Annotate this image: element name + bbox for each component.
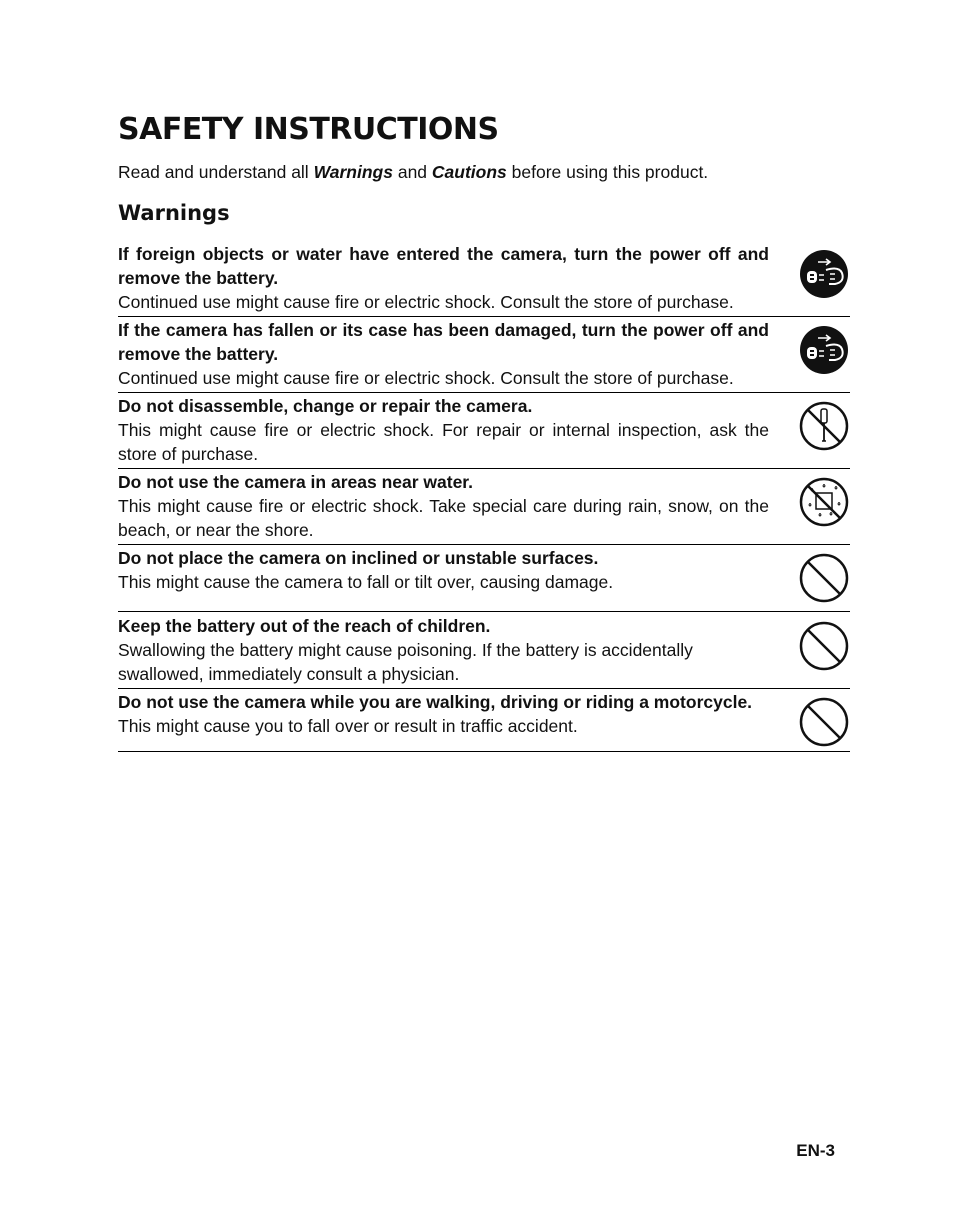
- warning-heading: Do not disassemble, change or repair the camera.: [118, 396, 533, 416]
- warning-body: This might cause the camera to fall or tilt over, causing damage.: [118, 572, 614, 592]
- warning-body: This might cause fire or electric shock. For repair or internal inspection, ask the store of purchase.: [118, 420, 769, 464]
- warning-body: This might cause fire or electric shock. Take special care during rain, snow, on the beach, or near the shore.: [118, 496, 769, 540]
- page-number: EN-3: [796, 1141, 835, 1160]
- warning-item: [118, 689, 850, 752]
- intro-before: Read and understand all: [118, 162, 314, 182]
- warning-heading: If foreign objects or water have entered the camera, turn the power off and remove the battery.: [118, 244, 769, 288]
- warning-body: Swallowing the battery might cause poisoning. If the battery is accidentally swallowed, immediately consult a physician.: [118, 640, 693, 684]
- unplug-icon: [769, 318, 850, 390]
- warnings-list: [118, 242, 850, 752]
- intro-text: [118, 162, 708, 183]
- warning-heading: If the camera has fallen or its case has been damaged, turn the power off and remove the battery.: [118, 320, 769, 364]
- intro-after: before using this product.: [506, 162, 709, 182]
- warning-item: [118, 612, 850, 689]
- warning-item: [118, 317, 850, 393]
- no-water-icon: [769, 470, 850, 542]
- warning-body: Continued use might cause fire or electric shock. Consult the store of purchase.: [118, 368, 734, 388]
- unplug-icon: [769, 242, 850, 314]
- no-disassembly-icon: [769, 394, 850, 466]
- warning-item: [118, 242, 850, 317]
- warning-heading: Do not use the camera in areas near water.: [118, 472, 474, 492]
- page-title: SAFETY INSTRUCTIONS: [118, 112, 499, 147]
- warning-item: [118, 469, 850, 545]
- prohibited-icon: [769, 690, 850, 747]
- prohibited-icon: [769, 546, 850, 603]
- prohibited-icon: [769, 614, 850, 686]
- warnings-heading: Warnings: [118, 201, 230, 225]
- warning-heading: Do not use the camera while you are walking, driving or riding a motorcycle.: [118, 692, 753, 712]
- warning-item: [118, 393, 850, 469]
- intro-warnings-word: Warnings: [313, 162, 393, 182]
- warning-body: This might cause you to fall over or result in traffic accident.: [118, 716, 578, 736]
- warning-item: [118, 545, 850, 612]
- intro-and: and: [392, 162, 432, 182]
- warning-body: Continued use might cause fire or electric shock. Consult the store of purchase.: [118, 292, 734, 312]
- warning-heading: Keep the battery out of the reach of children.: [118, 616, 491, 636]
- intro-cautions-word: Cautions: [431, 162, 507, 182]
- warning-heading: Do not place the camera on inclined or unstable surfaces.: [118, 548, 599, 568]
